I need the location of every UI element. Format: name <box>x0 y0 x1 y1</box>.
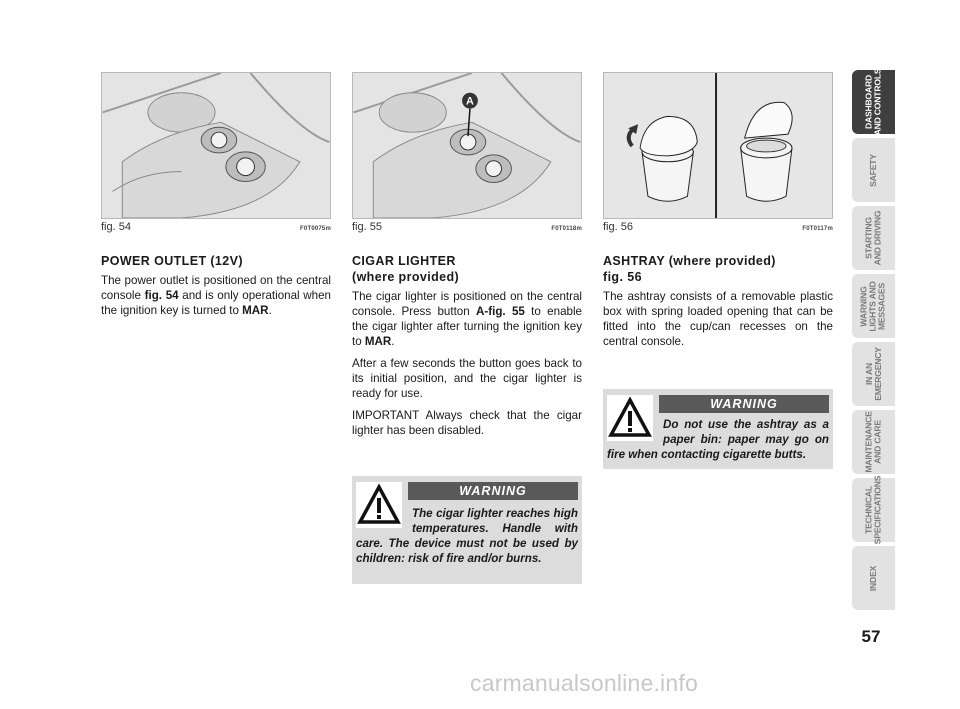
figure-caption <box>352 221 582 237</box>
power-outlet-illustration <box>102 73 330 218</box>
figure-label: fig. 55 <box>352 221 382 233</box>
section-heading: ASHTRAY (where provided) fig. 56 <box>603 254 776 284</box>
column-ashtray <box>603 72 833 349</box>
page-number: 57 <box>861 627 881 646</box>
figure-code: F0T0075m <box>300 226 331 232</box>
tab-maintenance-and-care[interactable]: MAINTENANCE AND CARE <box>852 410 895 474</box>
warning-box-ashtray <box>603 389 833 469</box>
warning-text: The cigar lighter reaches high temperatures. Handle with care. The device must not be used by children: risk of fire and/or burns. <box>356 507 578 565</box>
figure-power-outlet-image <box>101 72 331 219</box>
warning-title: WARNING <box>659 395 829 413</box>
tab-technical-specifications[interactable]: TECHNICAL SPECIFICATIONS <box>852 478 895 542</box>
warning-text: Do not use the ashtray as a paper bin: paper may go on fire when contacting cigarette butts. <box>607 418 829 461</box>
ashtray-illustration <box>604 73 832 218</box>
warning-box-lighter <box>352 476 582 584</box>
figure-label: fig. 56 <box>603 221 633 233</box>
watermark-text: carmanualsonline.info <box>470 670 698 696</box>
warning-title: WARNING <box>408 482 578 500</box>
tab-dashboard-and-controls[interactable]: DASHBOARD AND CONTROLS <box>852 70 895 134</box>
tab-index[interactable]: INDEX <box>852 546 895 610</box>
tab-in-an-emergency[interactable]: IN AN EMERGENCY <box>852 342 895 406</box>
figure-caption <box>603 221 833 237</box>
paragraph: The power outlet is positioned on the central console fig. 54 and is only operational when the ignition key is turned to MAR. <box>101 274 331 317</box>
tab-starting-and-driving[interactable]: STARTING AND DRIVING <box>852 206 895 270</box>
paragraph: The cigar lighter is positioned on the central console. Press button A-fig. 55 to enable the cigar lighter after turning the ignition key to MAR. <box>352 290 582 348</box>
cigar-lighter-illustration <box>353 73 581 218</box>
tab-warning-lights-and-messages[interactable]: WARNING LIGHTS AND MESSAGES <box>852 274 895 338</box>
figure-ashtray-image <box>603 72 833 219</box>
figure-cigar-lighter-image <box>352 72 582 219</box>
chapter-tabs <box>852 70 895 614</box>
column-cigar-lighter <box>352 72 582 438</box>
figure-code: F0T0118m <box>551 226 582 232</box>
figure-caption <box>101 221 331 237</box>
figure-code: F0T0117m <box>802 226 833 232</box>
paragraph: IMPORTANT Always check that the cigar lighter has been disabled. <box>352 409 582 437</box>
figure-label: fig. 54 <box>101 221 131 233</box>
tab-safety[interactable]: SAFETY <box>852 138 895 202</box>
paragraph: After a few seconds the button goes back to its initial position, and the cigar lighter is ready for use. <box>352 357 582 400</box>
callout-marker-a: A <box>466 95 474 108</box>
paragraph: The ashtray consists of a removable plastic box with spring loaded opening that can be fitted into the cup/can recesses on the central console. <box>603 290 833 348</box>
column-power-outlet <box>101 72 331 318</box>
section-heading: POWER OUTLET (12V) <box>101 254 243 268</box>
section-heading: CIGAR LIGHTER (where provided) <box>352 254 460 284</box>
